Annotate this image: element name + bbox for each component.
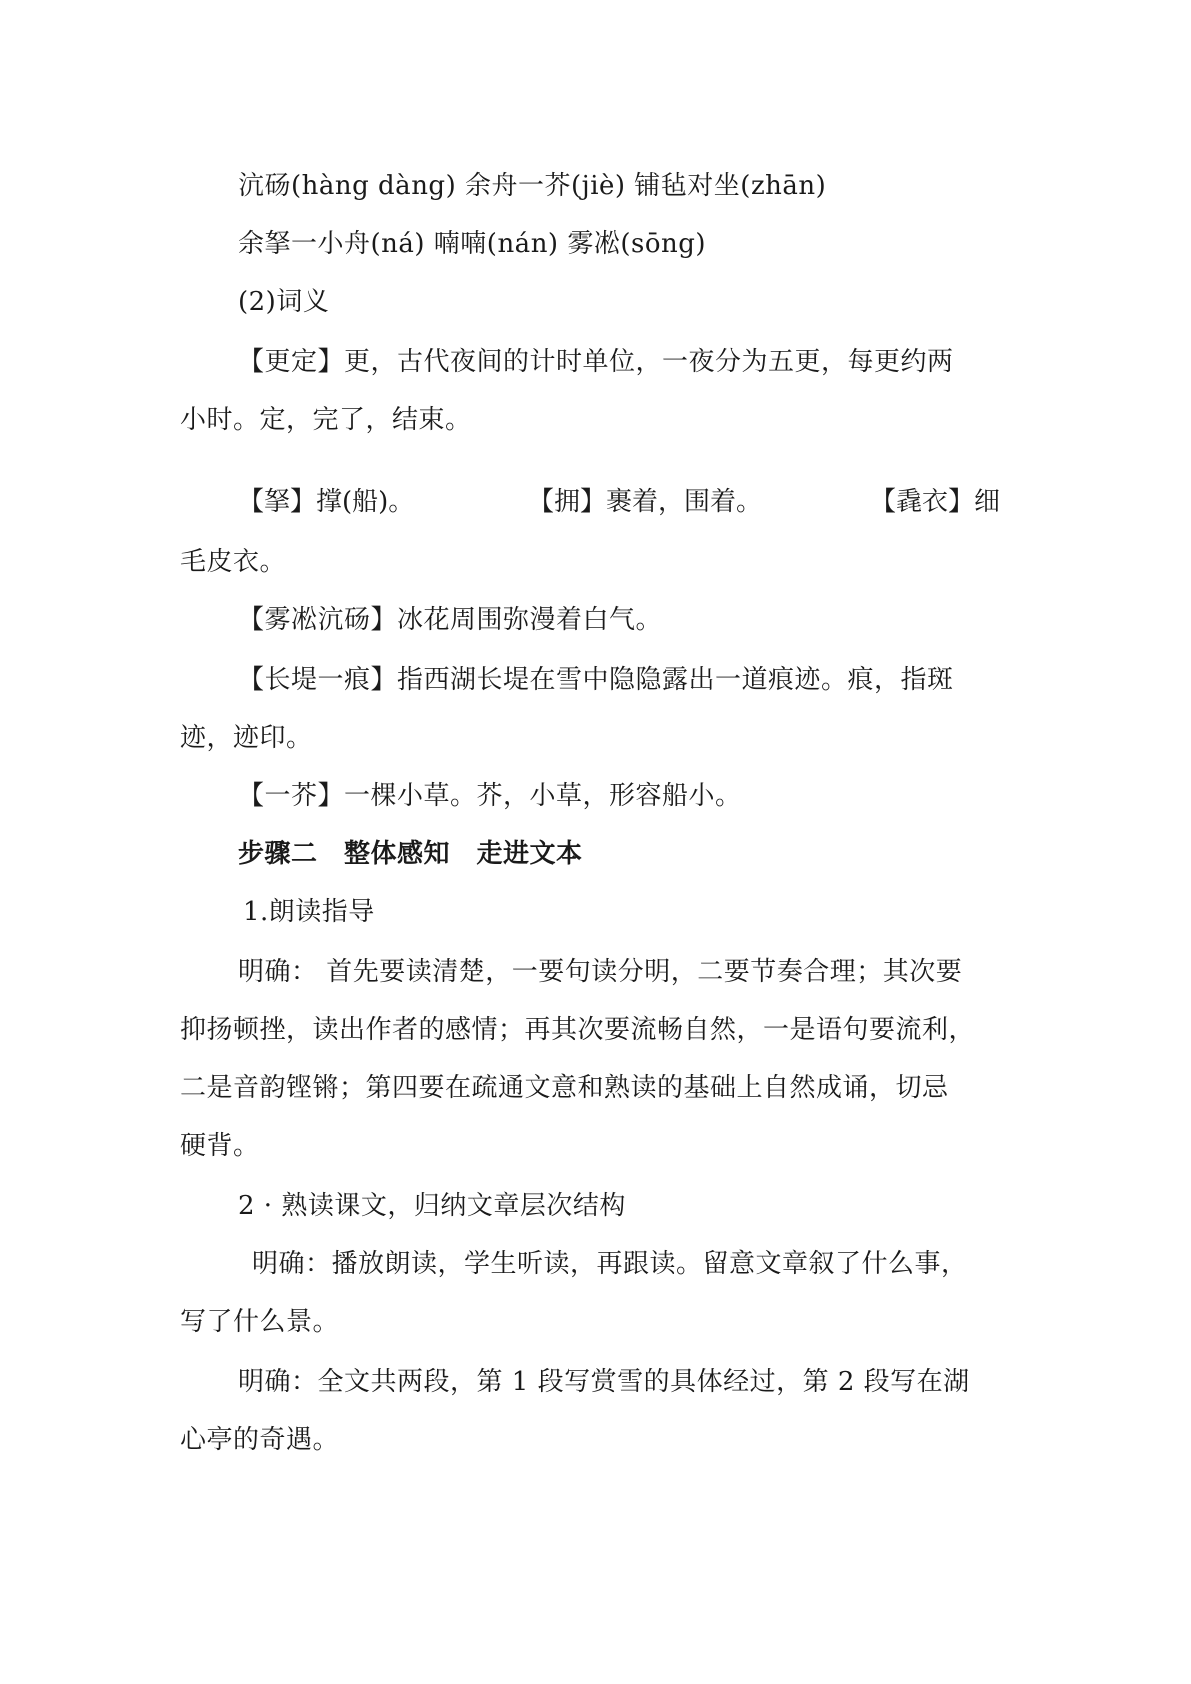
def-changdi-line-2: 迹，迹印。 <box>180 723 313 753</box>
item1-answer-line-2: 抑扬顿挫，读出作者的感情；再其次要流畅自然，一是语句要流利， <box>180 1015 976 1045</box>
def-na: 【拏】撑(船)。 <box>238 487 415 517</box>
definition-row <box>238 484 1013 520</box>
item2-answer-b-line-2: 心亭的奇遇。 <box>180 1425 340 1455</box>
def-yong: 【拥】裹着，围着。 <box>528 487 763 517</box>
def-yijie: 【一芥】一棵小草。芥，小草，形容船小。 <box>238 781 742 811</box>
def-gengding-line-2: 小时。定，完了，结束。 <box>180 405 472 435</box>
def-gengding-line-1: 【更定】更，古代夜间的计时单位，一夜分为五更，每更约两 <box>238 347 954 377</box>
vocab-heading: (2)词义 <box>238 287 330 317</box>
item2-answer-a-line-1: 明确：播放朗读，学生听读，再跟读。留意文章叙了什么事， <box>252 1249 968 1279</box>
item1-heading: 1.朗读指导 <box>243 897 375 927</box>
item2-answer-b-line-1: 明确：全文共两段，第 1 段写赏雪的具体经过，第 2 段写在湖 <box>238 1367 970 1397</box>
def-changdi-line-1: 【长堤一痕】指西湖长堤在雪中隐隐露出一道痕迹。痕，指斑 <box>238 665 954 695</box>
pinyin-line-1: 沆砀(hàng dàng) 余舟一芥(jiè) 铺毡对坐(zhān) <box>238 171 827 201</box>
item1-answer-line-4: 硬背。 <box>180 1131 260 1161</box>
item2-answer-a-line-2: 写了什么景。 <box>180 1307 340 1337</box>
item1-answer-line-3: 二是音韵铿锵；第四要在疏通文意和熟读的基础上自然成诵，切忌 <box>180 1073 949 1103</box>
item1-answer-line-1: 明确： 首先要读清楚，一要句读分明，二要节奏合理；其次要 <box>238 957 963 987</box>
pinyin-line-2: 余拏一小舟(ná) 喃喃(nán) 雾凇(sōng) <box>238 229 707 259</box>
def-cuiyi-line-1: 【毳衣】细 <box>870 487 1001 517</box>
def-wusong: 【雾凇沆砀】冰花周围弥漫着白气。 <box>238 605 663 635</box>
def-cuiyi-line-2: 毛皮衣。 <box>180 547 287 577</box>
step-two-heading: 步骤二 整体感知 走进文本 <box>238 839 583 869</box>
item2-heading: 2 · 熟读课文，归纳文章层次结构 <box>238 1191 626 1221</box>
